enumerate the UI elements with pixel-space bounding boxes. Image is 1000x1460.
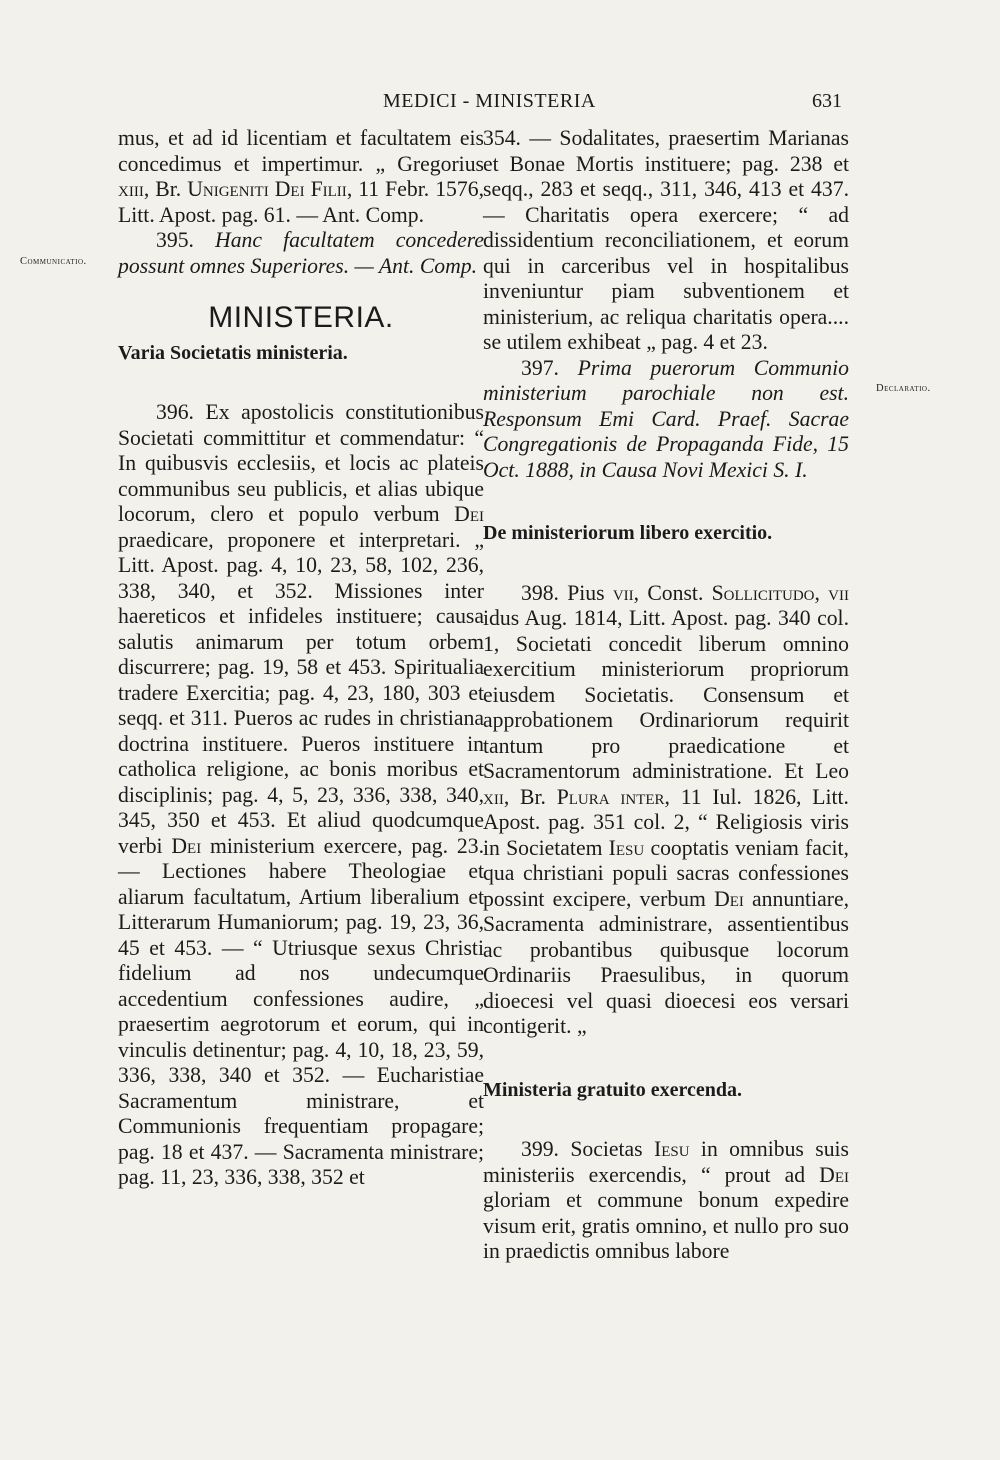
right-column xyxy=(483,126,849,1265)
margin-note-left: Communicatio. xyxy=(20,256,87,267)
margin-note-right: Declaratio. xyxy=(876,383,931,394)
paragraph-continued: mus, et ad id licentiam et facultatem eis concedimus et impertimur. „ Gregorius xiii, Br. Unigeniti Dei Filii, 11 Febr. 1576, Litt. Apost. pag. 61. — Ant. Comp. xyxy=(118,126,484,227)
section-title: MINISTERIA. xyxy=(208,301,394,334)
paragraph-395: 395. Hanc facultatem concedere possunt omnes Superiores. — Ant. Comp. xyxy=(118,228,484,278)
running-head: MEDICI - MINISTERIA xyxy=(383,90,596,112)
subsection-heading: Ministeria gratuito exercenda. xyxy=(483,1078,743,1101)
subsection-heading: De ministeriorum libero exercitio. xyxy=(483,522,773,544)
page-number: 631 xyxy=(812,90,842,112)
page-header xyxy=(0,90,1000,120)
paragraph-397: 397. Prima puerorum Communio ministerium parochiale non est. Responsum Emi Card. Praef. Sacrae Congregationis de Propaganda Fide, 15 Oct. 1888, in Causa Novi Mexici S. I. xyxy=(483,355,850,482)
paragraph-399: 399. Societas Iesu in omnibus suis ministeriis exercendis, “ prout ad Dei gloriam et commune bonum expedire visum erit, gratis omnino, et nullo pro suo in praedictis omnibus labore xyxy=(483,1137,849,1263)
paragraph-398: 398. Pius vii, Const. Sollicitudo, vii idus Aug. 1814, Litt. Apost. pag. 340 col. 1, Societati concedit liberum omnino exercitium ministeriorum propriorum eiusdem Societatis. Consensum et approbationem Ordinariorum requirit tantum pro praedicatione et Sacramentorum administratione. Et Leo xii, Br. Plura inter, 11 Iul. 1826, Litt. Apost. pag. 351 col. 2, “ Religiosis viris in Societatem Iesu cooptatis veniam facit, qua christiani populi sacras confessiones possint excipere, verbum Dei annuntiare, Sacramenta administrare, assentientibus ac probantibus quibusque locorum Ordinariis Praesulibus, in quorum dioecesi vel quasi dioecesi eos versari contigerit. „ xyxy=(483,580,849,1038)
paragraph-continued-right: 354. — Sodalitates, praesertim Marianas et Bonae Mortis instituere; pag. 238 et seqq., 283 et seqq., 311, 346, 413 et 437. — Charitatis opera exercere; “ ad dissidentium reconciliationem, et eorum qui in carceribus vel in hospitalibus inveniuntur piam subventionem et ministerium, ac reliqua charitatis opera.... se utilem exhibeat „ pag. 4 et 23. xyxy=(483,126,849,354)
left-column xyxy=(118,126,484,1191)
subsection-heading: Varia Societatis ministeria. xyxy=(118,341,348,364)
paragraph-396: 396. Ex apostolicis constitutionibus Societati committitur et commendatur: “ In quibusvis ecclesiis, et locis ac plateis communibus seu publicis, et alias ubique locorum, clero et populo verbum Dei praedicare, proponere et interpretari. „ Litt. Apost. pag. 4, 10, 23, 58, 102, 236, 338, 340, et 352. Missiones inter haereticos et infideles instituere; causa salutis animarum per totum orbem discurrere; pag. 19, 58 et 453. Spiritualia tradere Exercitia; pag. 4, 23, 180, 303 et seqq. et 311. Pueros ac rudes in christiana doctrina instituere. Pueros instituere in catholica religione, ac bonis moribus et disciplinis; pag. 4, 5, 23, 336, 338, 340, 345, 350 et 453. Et aliud quodcumque verbi Dei ministerium exercere, pag. 23. — Lectiones habere Theologiae et aliarum facultatum, Artium liberalium et Litterarum Humaniorum; pag. 19, 23, 36, 45 et 453. — “ Utriusque sexus Christi fidelium ad nos undecumque accedentium confessiones audire, „ praesertim aegrotorum et eorum, qui in vinculis detinentur; pag. 4, 10, 18, 23, 59, 336, 338, 340 et 352. — Eucharistiae Sacramentum ministrare, et Communionis frequentiam propagare; pag. 18 et 437. — Sacramenta ministrare; pag. 11, 23, 336, 338, 352 et xyxy=(118,400,484,1189)
